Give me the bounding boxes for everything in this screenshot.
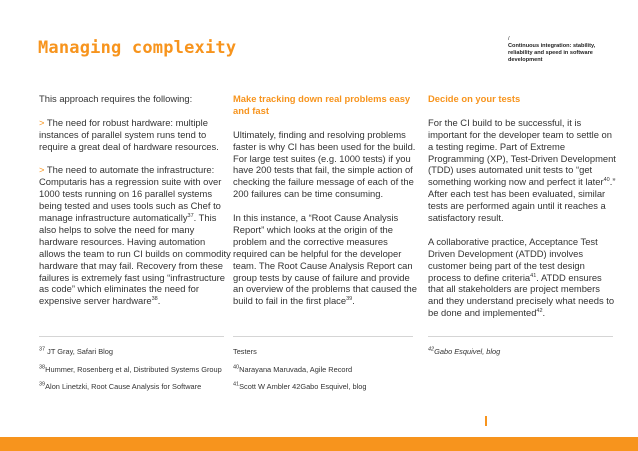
requirement-text: .: [157, 295, 161, 307]
bullet-marker: >: [39, 164, 45, 176]
footnotes-column-2: [233, 347, 413, 400]
footnote-number: 41: [233, 381, 240, 388]
paragraph: Ultimately, finding and resolving problems faster is why CI has been used for the build. For large test suites (e.g. 1000 tests) if you have 200 tests that fail, the simple action of checking the failure message of each of the 200 failures can be time consuming.: [233, 128, 416, 200]
footnote-number: 38: [39, 364, 46, 371]
requirement-item: [39, 164, 231, 307]
footnotes-column-1: [39, 347, 224, 400]
footnote-number: 37: [39, 346, 46, 353]
footnote-ref: 42: [536, 308, 543, 315]
footnote-text: Scott W Ambler 42Gabo Esquivel, blog: [239, 382, 367, 391]
paragraph: [428, 117, 616, 224]
footnote-text: Narayana Maruvada, Agile Record: [239, 364, 353, 374]
footnote-ref: 41: [530, 272, 537, 279]
footnote: [39, 382, 224, 392]
paragraph-text: . ATDD ensures that all stakeholders are project members and they understand precisely what needs to be done and implemented: [428, 271, 615, 319]
footnote-ref: 37: [187, 212, 194, 219]
paragraph-text: In this instance, a “Root Cause Analysis Report” which looks at the origin of the problem and the corrective measures required can be helpful for the developer team. The Root Cause Analysis Report can group tests by cause of failure and provide an overview of the problems that caused the build to fail in the first place: [233, 212, 417, 307]
column-tracking: [233, 93, 417, 319]
intro-text: This approach requires the following:: [39, 93, 193, 104]
paragraph-text: .: [542, 307, 546, 319]
footnote: [233, 382, 413, 392]
footer-bar: [0, 437, 638, 451]
paragraph-text: A collaborative practice, Acceptance Test Driven Development (ATDD) involves customer being part of the test design process to define criteria: [428, 235, 598, 283]
paragraph-text: .: [352, 295, 355, 307]
footnote-text: Hummer, Rosenberg et al, Distributed Systems Group: [45, 364, 222, 374]
footnote-ref: 39: [346, 296, 353, 303]
footnote-divider: [428, 336, 613, 337]
requirement-text: . This also helps to solve the need for many hardware resources. Having automation allows the team to run CI builds on commodity hardware that may fail. Recovery from these failures is extremely fast using “infrastructure as code” which eliminates the need for expensive server hardware: [39, 212, 231, 307]
section-heading: Make tracking down real problems easy and fast: [233, 93, 411, 116]
series-title: Continuous integration: stability, reliability and speed in software development: [508, 43, 596, 63]
paragraph-text: For the CI build to be successful, it is important for the developer team to settle on a testing regime. Part of Extreme Programming (XP), Test-Driven Development (TDD) uses automated unit tests to “get something working now and perfect it later: [428, 116, 616, 188]
page-title: Managing complexity: [38, 38, 237, 58]
footnote: [39, 347, 224, 357]
series-header: [508, 36, 618, 64]
footnote-text: Alon Linetzki, Root Cause Analysis for Software: [45, 382, 202, 391]
paragraph-text: .” After each test has been evaluated, similar tests are performed again until it reaches a satisfactory result.: [428, 176, 616, 224]
footnotes-column-3: [428, 347, 613, 365]
footnote: [39, 365, 224, 375]
footnote: [428, 347, 613, 357]
footnote-ref: 40: [603, 177, 610, 184]
footnote-continuation: Testers: [233, 347, 257, 356]
section-heading: Decide on your tests: [428, 93, 521, 104]
paragraph: [428, 236, 616, 319]
requirement-text: The need for robust hardware: multiple instances of parallel system runs tend to require a great deal of hardware resources.: [39, 116, 219, 152]
footnote-text: Gabo Esquivel, blog: [434, 347, 501, 356]
footnote-number: 39: [39, 381, 46, 388]
column-requirements: [39, 93, 231, 319]
bullet-marker: >: [39, 116, 45, 128]
footnote-divider: [39, 336, 224, 337]
column-tests: [428, 93, 616, 331]
footnote-divider: [233, 336, 413, 337]
header-slash: /: [508, 36, 510, 42]
requirement-text: The need to automate the infrastructure: Computaris has a regression suite with over 1000 tests running on 16 parallel systems being tested and uses tools such as Chef to manage infrastructure automatically: [39, 164, 222, 224]
paragraph: [233, 212, 417, 307]
footnote: [233, 365, 413, 375]
footnote-text: JT Gray, Safari Blog: [45, 347, 114, 356]
requirement-item: [39, 117, 231, 153]
footnote-ref: 38: [151, 296, 158, 303]
footnote-number: 42: [428, 346, 435, 353]
footnote-number: 40: [233, 364, 240, 371]
page-marker: [485, 416, 487, 426]
